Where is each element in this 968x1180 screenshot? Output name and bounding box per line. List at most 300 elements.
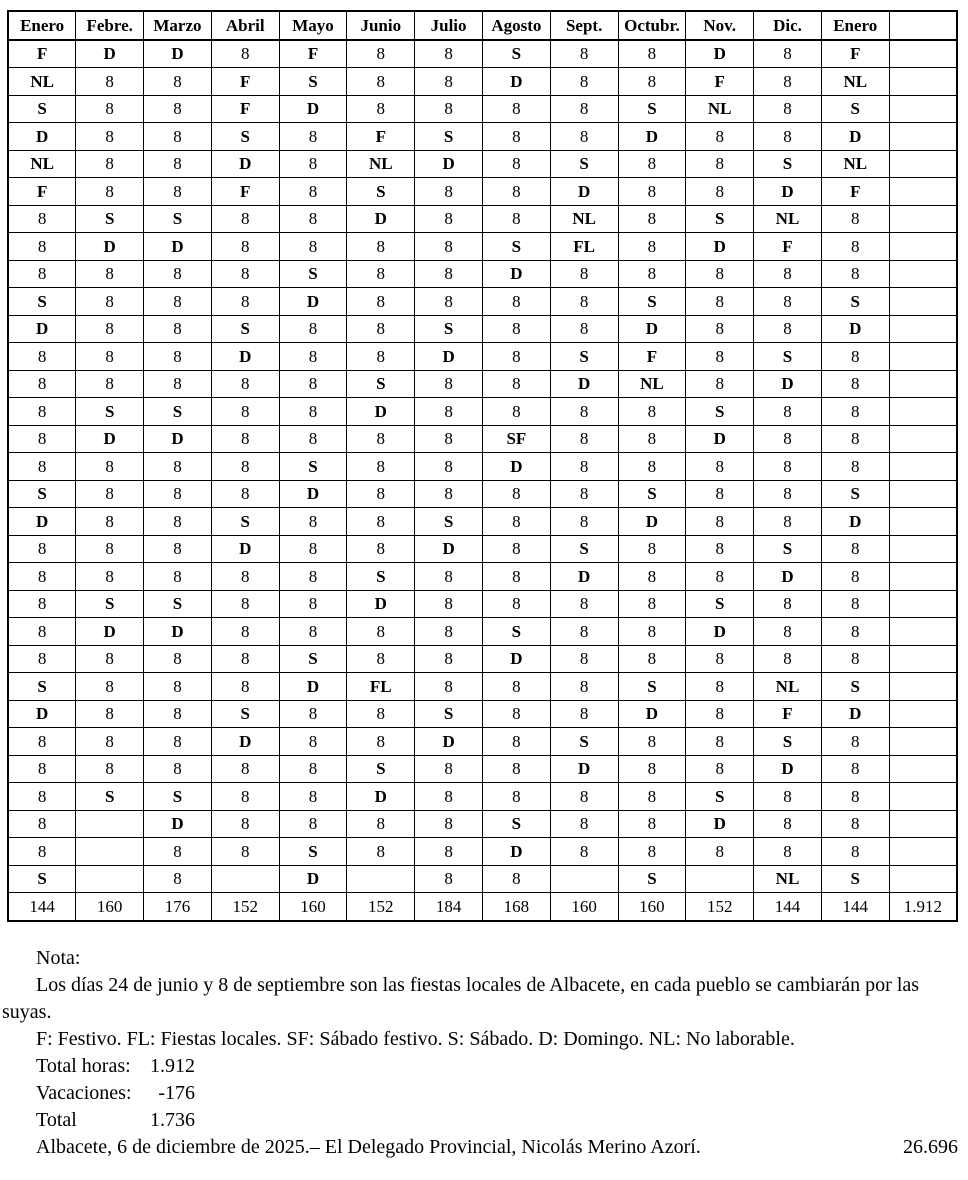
calendar-cell: 8 (482, 508, 550, 536)
empty-cell (550, 865, 618, 893)
month-header: Dic. (754, 11, 822, 40)
calendar-cell: D (211, 343, 279, 371)
calendar-cell: 8 (211, 453, 279, 481)
calendar-cell: 8 (279, 535, 347, 563)
total-cell: 160 (550, 893, 618, 921)
calendar-cell: 8 (415, 838, 483, 866)
calendar-cell: 8 (76, 755, 144, 783)
calendar-cell: 8 (76, 260, 144, 288)
empty-cell (889, 315, 957, 343)
calendar-cell: D (482, 838, 550, 866)
calendar-cell: D (550, 370, 618, 398)
day-row (8, 95, 957, 123)
calendar-cell: S (754, 343, 822, 371)
calendar-cell: 8 (144, 178, 212, 206)
calendar-cell: 8 (482, 150, 550, 178)
calendar-cell: 8 (482, 288, 550, 316)
calendar-cell: S (550, 343, 618, 371)
empty-cell (686, 865, 754, 893)
calendar-cell: 8 (8, 645, 76, 673)
calendar-cell: 8 (144, 673, 212, 701)
calendar-cell: 8 (821, 260, 889, 288)
calendar-cell: 8 (144, 700, 212, 728)
calendar-cell: 8 (550, 783, 618, 811)
calendar-cell: 8 (618, 535, 686, 563)
calendar-cell: 8 (550, 673, 618, 701)
calendar-cell: 8 (211, 563, 279, 591)
vacaciones-value: -176 (158, 1081, 195, 1104)
calendar-cell: F (211, 178, 279, 206)
calendar-cell: 8 (347, 700, 415, 728)
calendar-cell: 8 (821, 590, 889, 618)
calendar-cell: 8 (211, 673, 279, 701)
calendar-cell: 8 (76, 315, 144, 343)
empty-cell (889, 398, 957, 426)
calendar-cell: 8 (347, 343, 415, 371)
calendar-cell: 8 (821, 618, 889, 646)
calendar-cell: S (8, 288, 76, 316)
calendar-cell: D (279, 95, 347, 123)
calendar-cell: 8 (415, 453, 483, 481)
day-row (8, 233, 957, 261)
calendar-cell: S (821, 480, 889, 508)
calendar-cell: S (76, 398, 144, 426)
empty-cell (889, 838, 957, 866)
calendar-cell: 8 (8, 755, 76, 783)
day-row (8, 453, 957, 481)
calendar-cell: 8 (8, 838, 76, 866)
calendar-cell: 8 (211, 783, 279, 811)
calendar-cell: 8 (686, 370, 754, 398)
month-header: Abril (211, 11, 279, 40)
calendar-cell: D (686, 233, 754, 261)
calendar-cell: 8 (821, 535, 889, 563)
calendar-cell: 8 (76, 288, 144, 316)
calendar-cell: 8 (618, 618, 686, 646)
summary-row-vacaciones (2, 1080, 966, 1107)
calendar-cell: S (144, 398, 212, 426)
calendar-cell: 8 (415, 233, 483, 261)
month-header: Enero (8, 11, 76, 40)
calendar-cell: 8 (550, 618, 618, 646)
calendar-cell: 8 (482, 343, 550, 371)
calendar-cell: D (618, 123, 686, 151)
calendar-cell: D (76, 618, 144, 646)
calendar-cell: 8 (550, 68, 618, 96)
empty-cell (889, 783, 957, 811)
empty-header (889, 11, 957, 40)
calendar-cell: 8 (144, 755, 212, 783)
calendar-cell: 8 (8, 453, 76, 481)
total-cell: 152 (347, 893, 415, 921)
calendar-cell: D (686, 810, 754, 838)
calendar-cell: 8 (8, 233, 76, 261)
day-row (8, 700, 957, 728)
calendar-cell: 8 (8, 425, 76, 453)
calendar-cell: S (482, 233, 550, 261)
calendar-cell: D (76, 40, 144, 68)
calendar-cell: S (550, 535, 618, 563)
calendar-cell: NL (8, 68, 76, 96)
calendar-cell: 8 (482, 700, 550, 728)
day-row (8, 123, 957, 151)
calendar-cell: D (821, 508, 889, 536)
calendar-cell: 8 (347, 508, 415, 536)
calendar-cell: 8 (618, 425, 686, 453)
calendar-cell: 8 (754, 453, 822, 481)
calendar-cell: 8 (76, 95, 144, 123)
calendar-cell: 8 (8, 343, 76, 371)
calendar-cell: 8 (618, 178, 686, 206)
calendar-cell: 8 (754, 95, 822, 123)
calendar-cell: D (279, 865, 347, 893)
calendar-cell: D (415, 343, 483, 371)
day-row (8, 728, 957, 756)
calendar-cell: S (686, 205, 754, 233)
calendar-cell: 8 (279, 205, 347, 233)
calendar-cell: 8 (754, 398, 822, 426)
calendar-cell: NL (821, 150, 889, 178)
calendar-cell: NL (618, 370, 686, 398)
day-row (8, 563, 957, 591)
calendar-cell: F (821, 178, 889, 206)
calendar-cell: S (8, 480, 76, 508)
calendar-body (8, 40, 957, 893)
calendar-cell: S (754, 728, 822, 756)
calendar-cell: 8 (76, 535, 144, 563)
calendar-cell: 8 (415, 755, 483, 783)
calendar-cell: 8 (618, 728, 686, 756)
calendar-cell: D (279, 288, 347, 316)
calendar-cell: 8 (754, 123, 822, 151)
empty-cell (889, 645, 957, 673)
calendar-cell: 8 (482, 205, 550, 233)
calendar-cell: 8 (618, 563, 686, 591)
calendar-cell: S (211, 508, 279, 536)
calendar-cell: 8 (279, 178, 347, 206)
calendar-cell: 8 (211, 645, 279, 673)
totals-row (8, 893, 957, 921)
calendar-cell: S (821, 95, 889, 123)
calendar-cell: 8 (618, 590, 686, 618)
calendar-cell: 8 (415, 398, 483, 426)
calendar-cell: 8 (821, 370, 889, 398)
total-cell: 144 (8, 893, 76, 921)
month-header: Junio (347, 11, 415, 40)
calendar-cell: 8 (754, 783, 822, 811)
calendar-cell: 8 (618, 233, 686, 261)
calendar-cell: 8 (8, 810, 76, 838)
calendar-cell: 8 (618, 150, 686, 178)
calendar-cell: 8 (8, 728, 76, 756)
calendar-cell: F (347, 123, 415, 151)
calendar-cell: 8 (754, 260, 822, 288)
calendar-cell: 8 (415, 618, 483, 646)
calendar-cell: D (279, 480, 347, 508)
empty-cell (889, 68, 957, 96)
calendar-cell: D (754, 563, 822, 591)
calendar-cell: 8 (415, 590, 483, 618)
month-header: Enero (821, 11, 889, 40)
calendar-cell: 8 (144, 68, 212, 96)
calendar-cell: 8 (347, 425, 415, 453)
calendar-cell: 8 (482, 563, 550, 591)
empty-cell (76, 838, 144, 866)
calendar-cell: 8 (686, 508, 754, 536)
calendar-cell: S (482, 40, 550, 68)
calendar-cell: 8 (482, 783, 550, 811)
calendar-cell: D (550, 755, 618, 783)
total-cell: 152 (686, 893, 754, 921)
calendar-cell: 8 (144, 343, 212, 371)
calendar-cell: 8 (211, 398, 279, 426)
day-row (8, 150, 957, 178)
day-row (8, 205, 957, 233)
calendar-cell: S (821, 673, 889, 701)
calendar-cell: 8 (279, 315, 347, 343)
day-row (8, 590, 957, 618)
calendar-cell: 8 (821, 728, 889, 756)
calendar-cell: 8 (618, 68, 686, 96)
calendar-cell: 8 (76, 563, 144, 591)
calendar-cell: 8 (550, 260, 618, 288)
calendar-cell: 8 (821, 783, 889, 811)
calendar-cell: 8 (8, 535, 76, 563)
calendar-cell: S (415, 315, 483, 343)
empty-cell (889, 370, 957, 398)
calendar-cell: 8 (211, 260, 279, 288)
calendar-cell: 8 (618, 783, 686, 811)
calendar-cell: D (415, 150, 483, 178)
empty-cell (889, 618, 957, 646)
calendar-cell: 8 (415, 865, 483, 893)
calendar-cell: D (76, 425, 144, 453)
calendar-cell: 8 (821, 205, 889, 233)
calendar-cell: 8 (686, 150, 754, 178)
calendar-cell: S (550, 728, 618, 756)
calendar-cell: 8 (211, 590, 279, 618)
total-horas-value: 1.912 (150, 1054, 195, 1077)
calendar-cell: 8 (76, 453, 144, 481)
calendar-cell: 8 (76, 728, 144, 756)
calendar-cell: 8 (821, 755, 889, 783)
day-row (8, 398, 957, 426)
calendar-cell: S (482, 810, 550, 838)
calendar-cell: 8 (211, 288, 279, 316)
empty-cell (889, 343, 957, 371)
calendar-cell: S (279, 68, 347, 96)
calendar-cell: 8 (415, 288, 483, 316)
calendar-cell: F (754, 233, 822, 261)
calendar-cell: 8 (618, 205, 686, 233)
calendar-cell: S (144, 590, 212, 618)
empty-cell (889, 673, 957, 701)
day-row (8, 618, 957, 646)
calendar-cell: 8 (279, 343, 347, 371)
calendar-cell: F (8, 178, 76, 206)
calendar-cell: 8 (76, 700, 144, 728)
calendar-cell: D (686, 40, 754, 68)
calendar-cell: S (144, 205, 212, 233)
empty-cell (76, 865, 144, 893)
calendar-cell: 8 (686, 315, 754, 343)
calendar-cell: 8 (686, 178, 754, 206)
calendar-cell: S (686, 590, 754, 618)
legend-line: F: Festivo. FL: Fiestas locales. SF: Sábado festivo. S: Sábado. D: Domingo. NL: No laborable. (36, 1027, 795, 1050)
calendar-cell: 8 (550, 645, 618, 673)
calendar-cell: D (8, 315, 76, 343)
calendar-cell: NL (754, 865, 822, 893)
calendar-cell: 8 (754, 480, 822, 508)
calendar-cell: 8 (347, 233, 415, 261)
calendar-cell: 8 (754, 288, 822, 316)
empty-cell (889, 123, 957, 151)
total-label: Total (36, 1108, 77, 1131)
calendar-cell: 8 (8, 563, 76, 591)
calendar-cell: S (211, 700, 279, 728)
calendar-cell: S (415, 508, 483, 536)
calendar-cell: NL (347, 150, 415, 178)
calendar-cell: S (279, 838, 347, 866)
calendar-cell: 8 (144, 453, 212, 481)
calendar-cell: 8 (686, 838, 754, 866)
calendar-cell: 8 (347, 288, 415, 316)
calendar-cell: 8 (347, 618, 415, 646)
calendar-cell: 8 (821, 810, 889, 838)
calendar-cell: D (347, 398, 415, 426)
calendar-cell: 8 (618, 755, 686, 783)
calendar-cell: 8 (76, 673, 144, 701)
day-row (8, 755, 957, 783)
month-header: Agosto (482, 11, 550, 40)
calendar-cell: 8 (482, 590, 550, 618)
calendar-cell: 8 (144, 838, 212, 866)
empty-cell (889, 95, 957, 123)
calendar-cell: NL (686, 95, 754, 123)
calendar-cell: 8 (415, 260, 483, 288)
calendar-cell: D (482, 645, 550, 673)
total-cell: 144 (754, 893, 822, 921)
month-header: Mayo (279, 11, 347, 40)
calendar-cell: 8 (279, 590, 347, 618)
calendar-cell: S (347, 178, 415, 206)
total-cell: 168 (482, 893, 550, 921)
calendar-cell: 8 (482, 370, 550, 398)
calendar-cell: S (754, 150, 822, 178)
calendar-cell: D (144, 233, 212, 261)
calendar-cell: F (8, 40, 76, 68)
calendar-cell: 8 (618, 260, 686, 288)
calendar-cell: NL (821, 68, 889, 96)
calendar-cell: 8 (211, 755, 279, 783)
calendar-cell: 8 (754, 68, 822, 96)
day-row (8, 673, 957, 701)
calendar-cell: 8 (686, 673, 754, 701)
empty-cell (889, 563, 957, 591)
day-row (8, 370, 957, 398)
empty-cell (889, 425, 957, 453)
calendar-cell: 8 (279, 618, 347, 646)
calendar-cell: 8 (347, 480, 415, 508)
calendar-cell: 8 (211, 838, 279, 866)
day-row (8, 425, 957, 453)
notes-section (2, 945, 966, 1161)
calendar-cell: S (821, 288, 889, 316)
calendar-cell: S (76, 205, 144, 233)
calendar-cell: S (618, 673, 686, 701)
calendar-cell: 8 (144, 508, 212, 536)
calendar-cell: 8 (821, 425, 889, 453)
calendar-cell: 8 (347, 453, 415, 481)
calendar-cell: 8 (211, 618, 279, 646)
calendar-cell: S (618, 865, 686, 893)
total-cell: 160 (279, 893, 347, 921)
empty-cell (889, 40, 957, 68)
calendar-cell: D (482, 453, 550, 481)
calendar-cell: 8 (686, 288, 754, 316)
calendar-cell: 8 (279, 150, 347, 178)
local-fiestas-note: Los días 24 de junio y 8 de septiembre son las fiestas locales de Albacete, en cada pueblo se cambiarán por las suyas. (2, 973, 920, 1023)
empty-cell (889, 178, 957, 206)
calendar-cell: 8 (144, 865, 212, 893)
total-cell: 160 (618, 893, 686, 921)
calendar-cell: D (618, 315, 686, 343)
calendar-cell: 8 (76, 370, 144, 398)
signature-row (2, 1134, 966, 1161)
calendar-cell: 8 (347, 95, 415, 123)
calendar-cell: 8 (279, 563, 347, 591)
calendar-cell: S (618, 288, 686, 316)
calendar-cell: 8 (415, 68, 483, 96)
empty-cell (889, 150, 957, 178)
calendar-cell: D (821, 700, 889, 728)
calendar-cell: D (618, 508, 686, 536)
calendar-cell: D (686, 618, 754, 646)
calendar-cell: 8 (144, 288, 212, 316)
calendar-cell: 8 (482, 480, 550, 508)
calendar-cell: D (211, 728, 279, 756)
calendar-cell: D (618, 700, 686, 728)
empty-cell (889, 288, 957, 316)
calendar-cell: D (482, 68, 550, 96)
calendar-cell: D (347, 590, 415, 618)
calendar-cell: 8 (144, 150, 212, 178)
calendar-cell: 8 (686, 260, 754, 288)
calendar-cell: S (347, 563, 415, 591)
calendar-cell: 8 (754, 645, 822, 673)
calendar-cell: 8 (279, 123, 347, 151)
calendar-cell: 8 (144, 480, 212, 508)
calendar-cell: D (144, 810, 212, 838)
total-cell: 152 (211, 893, 279, 921)
calendar-cell: 8 (550, 288, 618, 316)
calendar-cell: 8 (754, 618, 822, 646)
calendar-cell: D (415, 535, 483, 563)
calendar-cell: 8 (754, 508, 822, 536)
calendar-cell: F (821, 40, 889, 68)
calendar-cell: 8 (482, 315, 550, 343)
calendar-cell: D (8, 508, 76, 536)
calendar-cell: D (821, 315, 889, 343)
calendar-cell: NL (8, 150, 76, 178)
calendar-cell: 8 (279, 233, 347, 261)
empty-cell (889, 755, 957, 783)
empty-cell (889, 508, 957, 536)
calendar-cell: D (8, 700, 76, 728)
calendar-cell: 8 (279, 508, 347, 536)
total-cell: 176 (144, 893, 212, 921)
calendar-cell: 8 (821, 645, 889, 673)
